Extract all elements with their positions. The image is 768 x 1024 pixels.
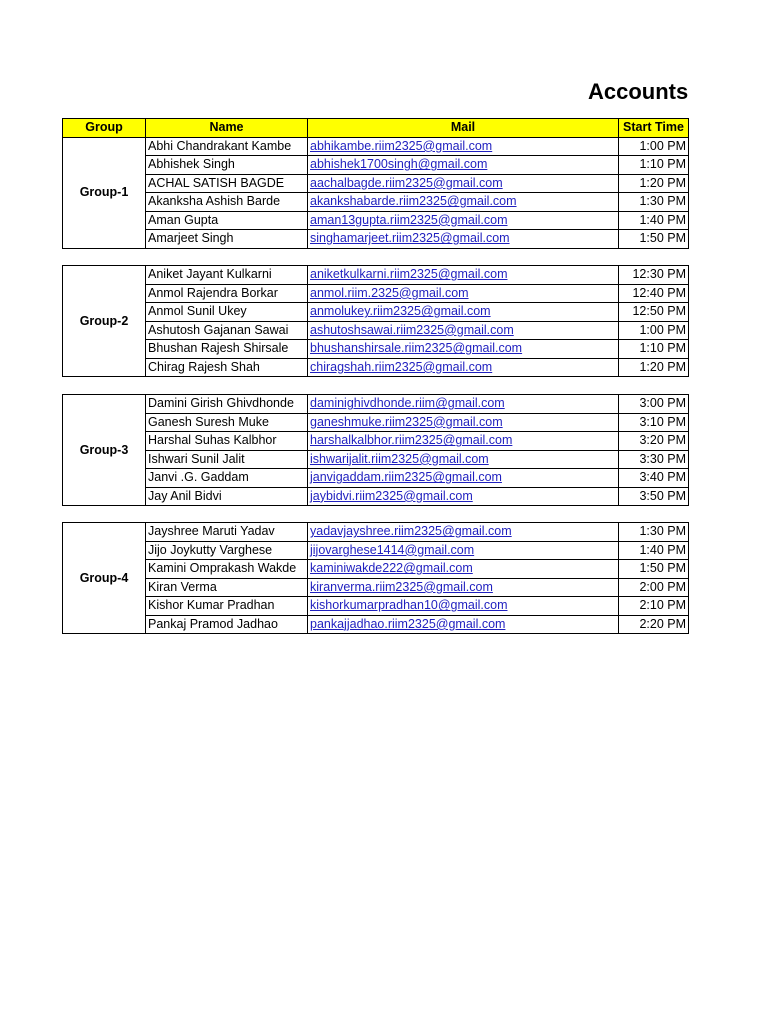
mail-cell bbox=[308, 541, 619, 560]
table-row bbox=[63, 487, 689, 506]
member-name: Jay Anil Bidvi bbox=[146, 487, 308, 506]
start-time: 12:50 PM bbox=[619, 303, 689, 322]
mail-cell bbox=[308, 211, 619, 230]
member-name: Jayshree Maruti Yadav bbox=[146, 523, 308, 542]
start-time: 2:10 PM bbox=[619, 597, 689, 616]
mail-link[interactable]: jijovarghese1414@gmail.com bbox=[310, 542, 475, 557]
mail-link[interactable]: abhikambe.riim2325@gmail.com bbox=[310, 138, 493, 153]
mail-link[interactable]: jaybidvi.riim2325@gmail.com bbox=[310, 488, 473, 503]
table-row bbox=[63, 266, 689, 285]
start-time: 1:00 PM bbox=[619, 321, 689, 340]
table-row bbox=[63, 615, 689, 634]
table-row bbox=[63, 432, 689, 451]
table-row bbox=[63, 358, 689, 377]
header-name: Name bbox=[146, 119, 308, 138]
mail-link[interactable]: daminighivdhonde.riim@gmail.com bbox=[310, 396, 505, 411]
member-name: Janvi .G. Gaddam bbox=[146, 469, 308, 488]
start-time: 3:00 PM bbox=[619, 395, 689, 414]
member-name: Kishor Kumar Pradhan bbox=[146, 597, 308, 616]
mail-cell bbox=[308, 266, 619, 285]
start-time: 2:00 PM bbox=[619, 578, 689, 597]
start-time: 3:10 PM bbox=[619, 413, 689, 432]
mail-cell bbox=[308, 469, 619, 488]
mail-link[interactable]: singhamarjeet.riim2325@gmail.com bbox=[310, 231, 510, 246]
group-table bbox=[62, 394, 689, 506]
table-row bbox=[63, 193, 689, 212]
start-time: 1:30 PM bbox=[619, 193, 689, 212]
group-table bbox=[62, 118, 689, 249]
member-name: Aniket Jayant Kulkarni bbox=[146, 266, 308, 285]
start-time: 1:20 PM bbox=[619, 358, 689, 377]
mail-link[interactable]: ganeshmuke.riim2325@gmail.com bbox=[310, 414, 503, 429]
page-title: Accounts bbox=[588, 79, 689, 104]
member-name: Amarjeet Singh bbox=[146, 230, 308, 249]
start-time: 1:10 PM bbox=[619, 156, 689, 175]
table-row bbox=[63, 578, 689, 597]
member-name: Anmol Rajendra Borkar bbox=[146, 284, 308, 303]
member-name: Harshal Suhas Kalbhor bbox=[146, 432, 308, 451]
mail-cell bbox=[308, 303, 619, 322]
member-name: Jijo Joykutty Varghese bbox=[146, 541, 308, 560]
member-name: Anmol Sunil Ukey bbox=[146, 303, 308, 322]
mail-link[interactable]: ishwarijalit.riim2325@gmail.com bbox=[310, 451, 489, 466]
group-table bbox=[62, 265, 689, 377]
member-name: Bhushan Rajesh Shirsale bbox=[146, 340, 308, 359]
mail-cell bbox=[308, 523, 619, 542]
mail-cell bbox=[308, 450, 619, 469]
group-label: Group-3 bbox=[63, 395, 146, 506]
header-start-time: Start Time bbox=[619, 119, 689, 138]
table-row bbox=[63, 230, 689, 249]
mail-link[interactable]: harshalkalbhor.riim2325@gmail.com bbox=[310, 433, 513, 448]
start-time: 3:50 PM bbox=[619, 487, 689, 506]
start-time: 1:40 PM bbox=[619, 541, 689, 560]
mail-cell bbox=[308, 174, 619, 193]
member-name: Kamini Omprakash Wakde bbox=[146, 560, 308, 579]
mail-link[interactable]: anmolukey.riim2325@gmail.com bbox=[310, 304, 491, 319]
table-row bbox=[63, 541, 689, 560]
group-label: Group-4 bbox=[63, 523, 146, 634]
member-name: Abhi Chandrakant Kambe bbox=[146, 137, 308, 156]
mail-cell bbox=[308, 137, 619, 156]
mail-link[interactable]: akankshabarde.riim2325@gmail.com bbox=[310, 194, 517, 209]
group-table bbox=[62, 522, 689, 634]
table-row bbox=[63, 450, 689, 469]
table-row bbox=[63, 211, 689, 230]
table-row bbox=[63, 597, 689, 616]
member-name: Pankaj Pramod Jadhao bbox=[146, 615, 308, 634]
mail-link[interactable]: aachalbagde.riim2325@gmail.com bbox=[310, 175, 503, 190]
start-time: 1:50 PM bbox=[619, 230, 689, 249]
member-name: Damini Girish Ghivdhonde bbox=[146, 395, 308, 414]
mail-link[interactable]: janvigaddam.riim2325@gmail.com bbox=[310, 470, 502, 485]
start-time: 12:40 PM bbox=[619, 284, 689, 303]
mail-link[interactable]: ashutoshsawai.riim2325@gmail.com bbox=[310, 322, 514, 337]
mail-cell bbox=[308, 413, 619, 432]
start-time: 2:20 PM bbox=[619, 615, 689, 634]
start-time: 1:50 PM bbox=[619, 560, 689, 579]
table-row bbox=[63, 413, 689, 432]
table-row bbox=[63, 469, 689, 488]
group-label: Group-1 bbox=[63, 137, 146, 248]
member-name: Abhishek Singh bbox=[146, 156, 308, 175]
table-row bbox=[63, 284, 689, 303]
mail-cell bbox=[308, 432, 619, 451]
member-name: Kiran Verma bbox=[146, 578, 308, 597]
member-name: Aman Gupta bbox=[146, 211, 308, 230]
mail-link[interactable]: chiragshah.riim2325@gmail.com bbox=[310, 359, 493, 374]
member-name: Ishwari Sunil Jalit bbox=[146, 450, 308, 469]
member-name: ACHAL SATISH BAGDE bbox=[146, 174, 308, 193]
start-time: 3:30 PM bbox=[619, 450, 689, 469]
mail-cell bbox=[308, 615, 619, 634]
start-time: 3:40 PM bbox=[619, 469, 689, 488]
mail-cell bbox=[308, 284, 619, 303]
mail-link[interactable]: aniketkulkarni.riim2325@gmail.com bbox=[310, 267, 508, 282]
mail-link[interactable]: kishorkumarpradhan10@gmail.com bbox=[310, 598, 508, 613]
table-row bbox=[63, 523, 689, 542]
header-group: Group bbox=[63, 119, 146, 138]
mail-link[interactable]: pankajjadhao.riim2325@gmail.com bbox=[310, 616, 506, 631]
group-label: Group-2 bbox=[63, 266, 146, 377]
header-mail: Mail bbox=[308, 119, 619, 138]
table-row bbox=[63, 156, 689, 175]
mail-cell bbox=[308, 597, 619, 616]
table-row bbox=[63, 340, 689, 359]
mail-link[interactable]: yadavjayshree.riim2325@gmail.com bbox=[310, 524, 512, 539]
mail-link[interactable]: abhishek1700singh@gmail.com bbox=[310, 157, 488, 172]
mail-cell bbox=[308, 193, 619, 212]
table-row bbox=[63, 321, 689, 340]
table-row bbox=[63, 137, 689, 156]
start-time: 1:30 PM bbox=[619, 523, 689, 542]
mail-link[interactable]: anmol.riim.2325@gmail.com bbox=[310, 285, 469, 300]
mail-link[interactable]: aman13gupta.riim2325@gmail.com bbox=[310, 212, 508, 227]
start-time: 1:20 PM bbox=[619, 174, 689, 193]
member-name: Ganesh Suresh Muke bbox=[146, 413, 308, 432]
table-row bbox=[63, 174, 689, 193]
mail-link[interactable]: kiranverma.riim2325@gmail.com bbox=[310, 579, 493, 594]
mail-cell bbox=[308, 230, 619, 249]
mail-cell bbox=[308, 395, 619, 414]
mail-cell bbox=[308, 358, 619, 377]
mail-cell bbox=[308, 487, 619, 506]
mail-cell bbox=[308, 560, 619, 579]
mail-link[interactable]: kaminiwakde222@gmail.com bbox=[310, 561, 473, 576]
start-time: 1:00 PM bbox=[619, 137, 689, 156]
header-row bbox=[63, 119, 689, 138]
start-time: 12:30 PM bbox=[619, 266, 689, 285]
table-row bbox=[63, 395, 689, 414]
member-name: Chirag Rajesh Shah bbox=[146, 358, 308, 377]
mail-cell bbox=[308, 156, 619, 175]
start-time: 1:40 PM bbox=[619, 211, 689, 230]
start-time: 3:20 PM bbox=[619, 432, 689, 451]
mail-cell bbox=[308, 578, 619, 597]
member-name: Ashutosh Gajanan Sawai bbox=[146, 321, 308, 340]
mail-link[interactable]: bhushanshirsale.riim2325@gmail.com bbox=[310, 341, 523, 356]
start-time: 1:10 PM bbox=[619, 340, 689, 359]
mail-cell bbox=[308, 321, 619, 340]
mail-cell bbox=[308, 340, 619, 359]
table-row bbox=[63, 560, 689, 579]
table-row bbox=[63, 303, 689, 322]
member-name: Akanksha Ashish Barde bbox=[146, 193, 308, 212]
